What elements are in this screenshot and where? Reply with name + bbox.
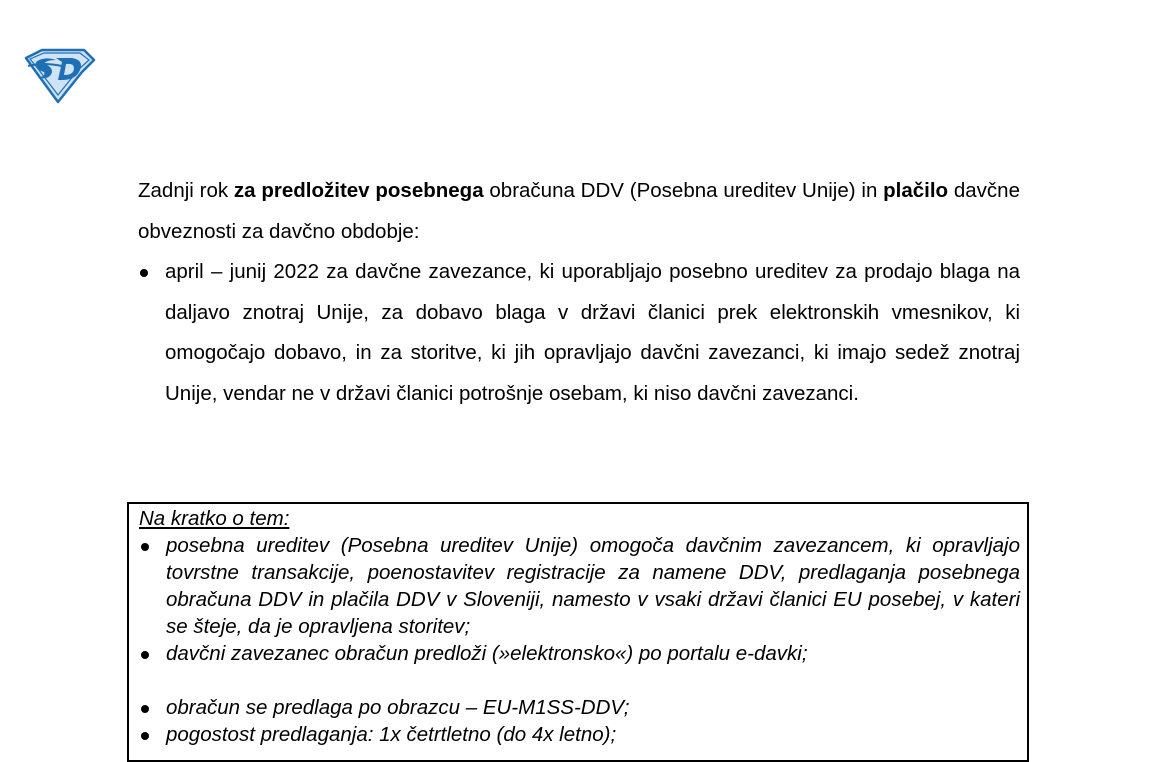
list-item: posebna ureditev (Posebna ureditev Unije) omogoča davčnim zavezancem, ki opravljajo tovrstne transakcije, poenostavitev registracije za namene DDV, predlaganja posebnega obračuna DDV in plačila DDV v Sloveniji, namesto v vsaki državi članici EU posebej, v kateri se šteje, da je opravljena storitev;	[139, 532, 1020, 640]
summary-title: Na kratko o tem:	[139, 507, 290, 530]
summary-box	[127, 502, 1029, 762]
list-item: obračun se predlaga po obrazcu – EU-M1SS-DDV;	[139, 694, 1020, 721]
list-item: april – junij 2022 za davčne zavezance, ki uporabljajo posebno ureditev za prodajo blaga na daljavo znotraj Unije, za dobavo blaga v državi članici prek elektronskih vmesnikov, ki omogočajo dobavo, in za storitve, ki jih opravljajo davčni zavezanci, ki imajo sedež znotraj Unije, vendar ne v državi članici potrošnje osebam, ki niso davčni zavezanci.	[138, 252, 1020, 414]
deadline-list	[138, 252, 1020, 414]
summary-list	[139, 532, 1020, 748]
list-item: davčni zavezanec obračun predloži (»elektronsko«) po portalu e-davki;	[139, 640, 1020, 667]
list-item: pogostost predlaganja: 1x četrtletno (do 4x letno);	[139, 721, 1020, 748]
intro-paragraph: Zadnji rok za predložitev posebnega obračuna DDV (Posebna ureditev Unije) in plačilo davčne obveznosti za davčno obdobje:	[138, 179, 1020, 243]
company-shield-logo	[22, 48, 96, 104]
